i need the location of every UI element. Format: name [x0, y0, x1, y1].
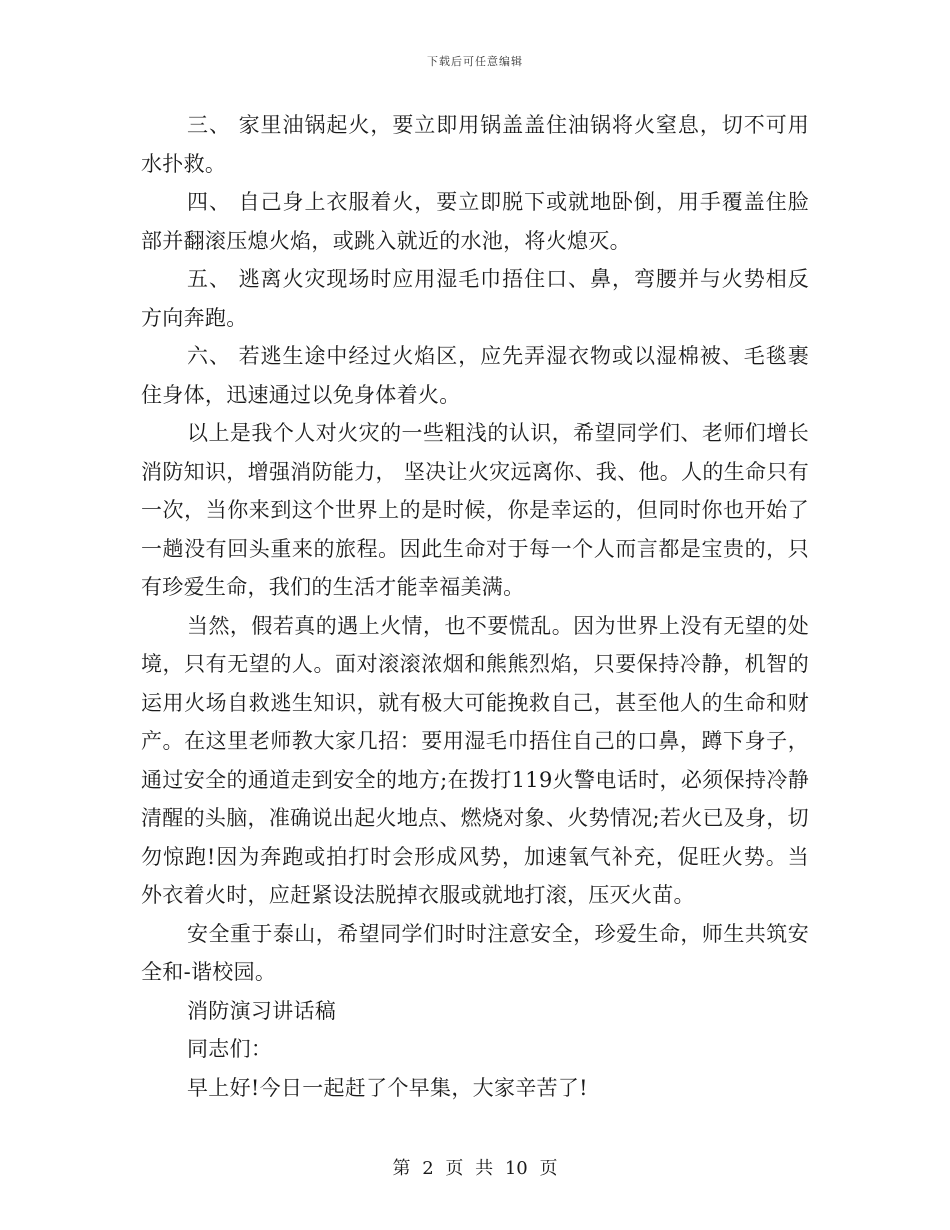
- paragraph-item-5: 五、 逃离火灾现场时应用湿毛巾捂住口、鼻，弯腰并与火势相反方向奔跑。: [141, 267, 809, 330]
- speech-salutation: 同志们：: [187, 1037, 273, 1061]
- paragraph-closing: 安全重于泰山，希望同学们时时注意安全，珍爱生命，师生共筑安全和-谐校园。: [141, 921, 809, 984]
- page-footer: 第 2 页 共 10 页: [392, 1158, 558, 1179]
- paragraph-reflection: 以上是我个人对火灾的一些粗浅的认识，希望同学们、老师们增长消防知识，增强消防能力， 坚决让火灾远离你、我、他。人的生命只有一次，当你来到这个世界上的是时候，你是幸运的，但同时你也开始了一趟没有回头重来的旅程。因此生命对于每一个人而言都是宝贵的，只有珍爱生命，我们的生活才能幸福美满。: [141, 421, 809, 599]
- paragraph-item-6: 六、 若逃生途中经过火焰区，应先弄湿衣物或以湿棉被、毛毯裹住身体，迅速通过以免身体着火。: [141, 344, 809, 407]
- speech-greeting: 早上好!今日一起赶了个早集，大家辛苦了!: [187, 1075, 588, 1100]
- paragraph-escape-tips: 当然，假若真的遇上火情，也不要慌乱。因为世界上没有无望的处境，只有无望的人。面对滚滚浓烟和熊熊烈焰，只要保持冷静，机智的运用火场自救逃生知识，就有极大可能挽救自己，甚至他人的生命和财产。在这里老师教大家几招：要用湿毛巾捂住自己的口鼻，蹲下身子，通过安全的通道走到安全的地方;在拨打119火警电话时，必须保持冷静清醒的头脑，准确说出起火地点、燃烧对象、火势情况;若火已及身，切勿惊跑!因为奔跑或拍打时会形成风势，加速氧气补充，促旺火势。当外衣着火时，应赶紧设法脱掉衣服或就地打滚，压灭火苗。: [141, 613, 809, 907]
- document-body: [141, 106, 809, 1107]
- paragraph-item-3: 三、 家里油锅起火，要立即用锅盖盖住油锅将火窒息，切不可用水扑救。: [141, 113, 809, 176]
- paragraph-item-4: 四、 自己身上衣服着火，要立即脱下或就地卧倒，用手覆盖住脸部并翻滚压熄火焰，或跳入就近的水池，将火熄灭。: [141, 190, 809, 253]
- speech-title: 消防演习讲话稿: [187, 998, 337, 1023]
- page-header: 下载后可任意编辑: [427, 55, 523, 68]
